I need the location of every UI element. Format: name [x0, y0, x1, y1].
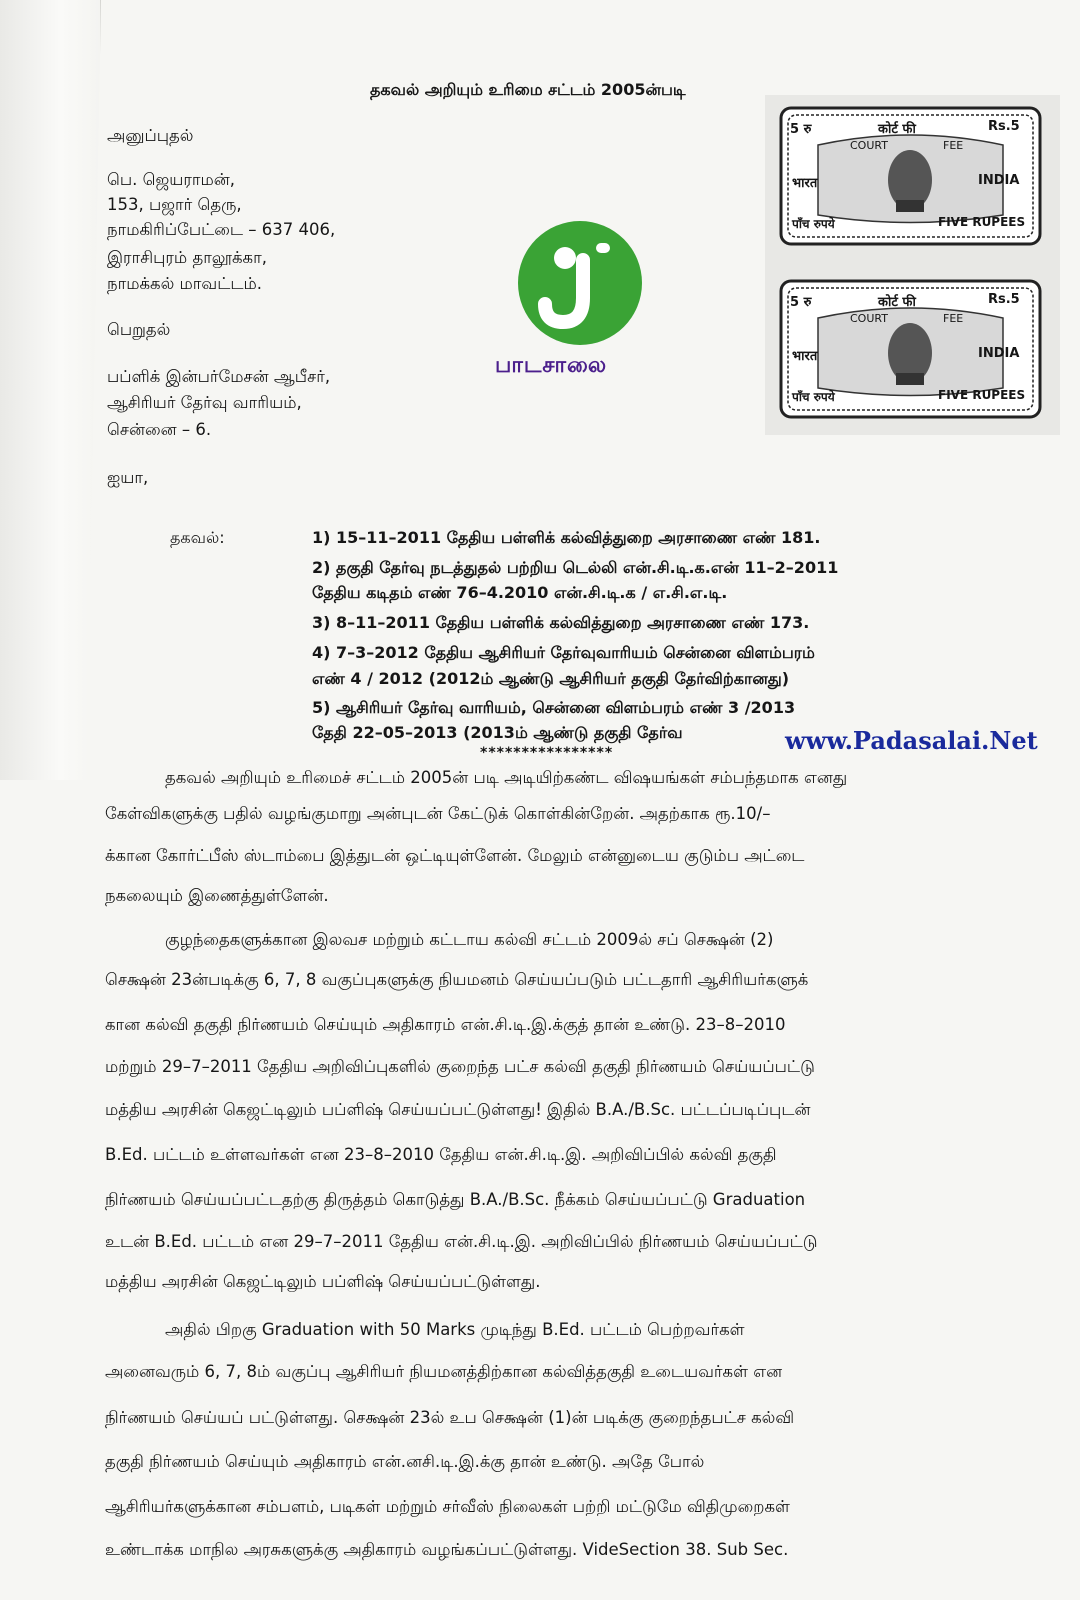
- paragraph-line: மற்றும் 29–7–2011 தேதிய அறிவிப்புகளில் குறைந்த பட்ச கல்வி தகுதி நிர்ணயம் செய்யப்பட்டு: [105, 1057, 815, 1076]
- paragraph-line: க்கான கோர்ட்பீஸ் ஸ்டாம்பை இத்துடன் ஒட்டியுள்ளேன். மேலும் என்னுடைய குடும்ப அட்டை: [105, 846, 805, 865]
- reference-item: தேதி 22–05–2013 (2013ம் ஆண்டு தகுதி தேர்வ: [312, 723, 683, 742]
- paragraph-line: உடன் B.Ed. பட்டம் என 29–7–2011 தேதிய என்.சி.டி.இ. அறிவிப்பில் நிர்ணயம் செய்யப்பட்டு: [105, 1232, 818, 1251]
- recipient-line: ஆசிரியர் தேர்வு வாரியம்,: [107, 393, 302, 412]
- paragraph-line: ஆசிரியர்களுக்கான சம்பளம், படிகள் மற்றும் சர்வீஸ் நிலைகள் பற்றி மட்டுமே விதிமுறைகள்: [105, 1497, 790, 1516]
- paragraph-line: அதில் பிறகு Graduation with 50 Marks முடிந்து B.Ed. பட்டம் பெற்றவர்கள்: [165, 1320, 745, 1339]
- salutation: ஐயா,: [107, 468, 149, 487]
- paragraph-line: கேள்விகளுக்கு பதில் வழங்குமாறு அன்புடன் கேட்டுக் கொள்கின்றேன். அதற்காக ரூ.10/–: [105, 804, 771, 823]
- padasalai-logo: [495, 218, 655, 393]
- stamp-amount-en: FIVE RUPEES: [938, 215, 1026, 229]
- recipient-line: சென்னை – 6.: [107, 420, 212, 439]
- recipient-line: பப்ளிக் இன்பர்மேசன் ஆபீசர்,: [107, 367, 331, 386]
- paragraph-line: தகுதி நிர்ணயம் செய்யும் அதிகாரம் என்.னசி.டி.இ.க்கு தான் உண்டு. அதே போல்: [105, 1452, 705, 1471]
- paragraph-line: குழந்தைகளுக்கான இலவச மற்றும் கட்டாய கல்வி சட்டம் 2009ல் சப் செக்ஷன் (2): [165, 930, 774, 949]
- reference-item: 3) 8–11–2011 தேதிய பள்ளிக் கல்வித்துறை அரசாணை எண் 173.: [312, 613, 810, 632]
- stamp-country-en: INDIA: [978, 173, 1020, 188]
- stamp-amount-hi: पाँच रुपये: [792, 217, 835, 231]
- paragraph-line: உண்டாக்க மாநில அரசுகளுக்கு அதிகாரம் வழங்கப்பட்டுள்ளது. VideSection 38. Sub Sec.: [105, 1540, 789, 1559]
- paragraph-line: நகலையும் இணைத்துள்ளேன்.: [105, 886, 329, 905]
- reference-item: 1) 15–11–2011 தேதிய பள்ளிக் கல்வித்துறை அரசாணை எண் 181.: [312, 528, 821, 547]
- stamp-country-hi: भारत: [792, 349, 818, 364]
- paragraph-line: மத்திய அரசின் கெஜட்டிலும் பப்ளிஷ் செய்யப்பட்டுள்ளது! இதில் B.A./B.Sc. பட்டப்படிப்புடன்: [105, 1100, 811, 1119]
- recipient-label: பெறுதல்: [107, 320, 171, 339]
- stamp-amount-hi: पाँच रुपये: [792, 390, 835, 404]
- sender-label: அனுப்புதல்: [107, 126, 194, 145]
- paragraph-line: மத்திய அரசின் கெஜட்டிலும் பப்ளிஷ் செய்யப்பட்டுள்ளது.: [105, 1272, 541, 1291]
- sender-line: 153, பஜார் தெரு,: [107, 195, 242, 214]
- paragraph-line: அனைவரும் 6, 7, 8ம் வகுப்பு ஆசிரியர் நியமனத்திற்கான கல்வித்தகுதி உடையவர்கள் என: [105, 1362, 783, 1381]
- stamp-country-hi: भारत: [792, 176, 818, 191]
- document-title: தகவல் அறியும் உரிமை சட்டம் 2005ன்படி: [370, 80, 686, 99]
- paragraph-line: B.Ed. பட்டம் உள்ளவர்கள் என 23–8–2010 தேதிய என்.சி.டி.இ. அறிவிப்பில் கல்வி தகுதி: [105, 1145, 777, 1164]
- stamp-header: कोर्ट फी: [878, 122, 916, 137]
- stamp-header: कोर्ट फी: [878, 295, 916, 310]
- sender-line: பெ. ஜெயராமன்,: [107, 170, 236, 189]
- references-label: தகவல்:: [170, 528, 225, 547]
- stamp-fee: FEE: [943, 139, 964, 152]
- sender-line: இராசிபுரம் தாலூக்கா,: [107, 248, 267, 267]
- paragraph-line: கான கல்வி தகுதி நிர்ணயம் செய்யும் அதிகாரம் என்.சி.டி.இ.க்குத் தான் உண்டு. 23–8–2010: [105, 1015, 786, 1034]
- reference-item: தேதிய கடிதம் எண் 76–4.2010 என்.சி.டி.க / எ.சி.எ.டி.: [312, 583, 728, 602]
- website-watermark: www.Padasalai.Net: [785, 726, 1038, 755]
- reference-item: 2) தகுதி தேர்வு நடத்துதல் பற்றிய டெல்லி என்.சி.டி.க.என் 11–2–2011: [312, 558, 839, 577]
- stamp-amount-en: FIVE RUPEES: [938, 388, 1026, 402]
- stamp-value-hi: 5 रु: [790, 122, 812, 137]
- court-fee-stamp: [778, 105, 1043, 247]
- reference-item: எண் 4 / 2012 (2012ம் ஆண்டு ஆசிரியர் தகுதி தேர்விற்கானது): [312, 669, 790, 688]
- separator-stars: ****************: [480, 745, 614, 761]
- paragraph-line: நிர்ணயம் செய்யப்பட்டதற்கு திருத்தம் கொடுத்து B.A./B.Sc. நீக்கம் செய்யப்பட்டு Graduation: [105, 1190, 806, 1209]
- logo-text: பாடசாலை: [495, 353, 608, 378]
- paragraph-line: செக்ஷன் 23ன்படிக்கு 6, 7, 8 வகுப்புகளுக்கு நியமனம் செய்யப்படும் பட்டதாரி ஆசிரியர்களுக்: [105, 970, 809, 989]
- reference-item: 5) ஆசிரியர் தேர்வு வாரியம், சென்னை விளம்பரம் எண் 3 /2013: [312, 698, 796, 717]
- stamp-value-en: Rs.5: [988, 119, 1020, 134]
- court-fee-stamp: [778, 278, 1043, 420]
- sender-line: நாமக்கல் மாவட்டம்.: [107, 274, 263, 293]
- paragraph-line: தகவல் அறியும் உரிமைச் சட்டம் 2005ன் படி அடியிற்கண்ட விஷயங்கள் சம்பந்தமாக எனது: [165, 768, 848, 787]
- sender-line: நாமகிரிப்பேட்டை – 637 406,: [107, 220, 336, 239]
- stamp-value-en: Rs.5: [988, 292, 1020, 307]
- paper-fold-shadow: [0, 0, 101, 780]
- paragraph-line: நிர்ணயம் செய்யப் பட்டுள்ளது. செக்ஷன் 23ல் உப செக்ஷன் (1)ன் படிக்கு குறைந்தபட்ச கல்வி: [105, 1408, 795, 1427]
- stamp-fee: FEE: [943, 312, 964, 325]
- stamp-value-hi: 5 रु: [790, 295, 812, 310]
- reference-item: 4) 7–3–2012 தேதிய ஆசிரியர் தேர்வுவாரியம் சென்னை விளம்பரம்: [312, 643, 815, 662]
- stamp-court: COURT: [850, 312, 888, 325]
- stamp-court: COURT: [850, 139, 888, 152]
- stamp-country-en: INDIA: [978, 346, 1020, 361]
